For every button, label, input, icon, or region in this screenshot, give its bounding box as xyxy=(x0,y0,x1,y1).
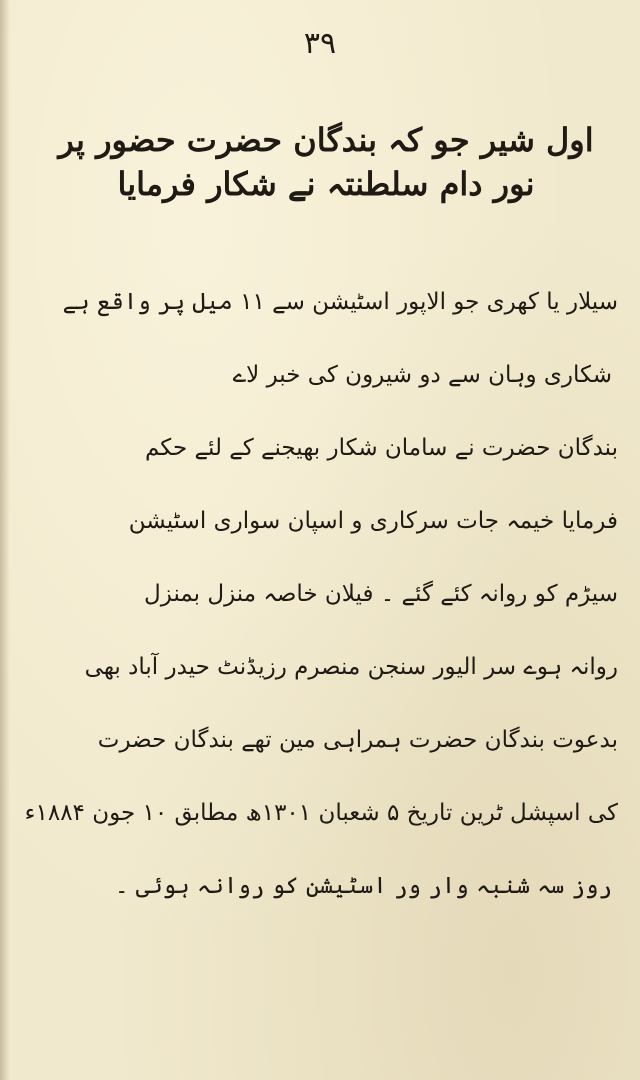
body-text xyxy=(24,266,618,923)
page-edge-shadow xyxy=(0,0,10,1080)
text-line-1: سیلار یا کھری جو الاپور اسٹیشن سے ۱۱ میل پر واقع ہے xyxy=(62,289,618,315)
text-line-6: روانہ ہوے سر الیور سنجن منصرم رزیڈنٹ حیدر آباد بھی xyxy=(84,654,618,680)
text-line-3: بندگان حضرت نے سامان شکار بھیجنے کے لئے حکم xyxy=(144,435,618,461)
chapter-heading: اول شیر جو کہ بندگان حضرت حضور پر نور دام سلطنتہ نے شکار فرمایا xyxy=(58,121,594,203)
text-line-2: شکاری وہان سے دو شیرون کی خبر لاے xyxy=(232,362,612,388)
text-line-5: سیڑم کو روانہ کئے گئے ۔ فیلان خاصہ منزل بمنزل xyxy=(144,581,618,607)
text-line-8: کی اسپشل ٹرین تاریخ ۵ شعبان ۱۳۰۱ھ مطابق ۱۰ جون ۱۸۸۴ء xyxy=(24,800,618,826)
text-line-7: بدعوت بندگان حضرت ہمراہی مین تھے بندگان حضرت xyxy=(97,727,618,753)
text-line-4: فرمایا خیمہ جات سرکاری و اسپان سواری اسٹیشن xyxy=(128,508,618,534)
page-number: ۳۹ xyxy=(303,26,337,61)
text-line-9: روز سہ شنبہ وار ور اسٹیشن کو روانہ ہوئی ۔ xyxy=(114,873,612,899)
